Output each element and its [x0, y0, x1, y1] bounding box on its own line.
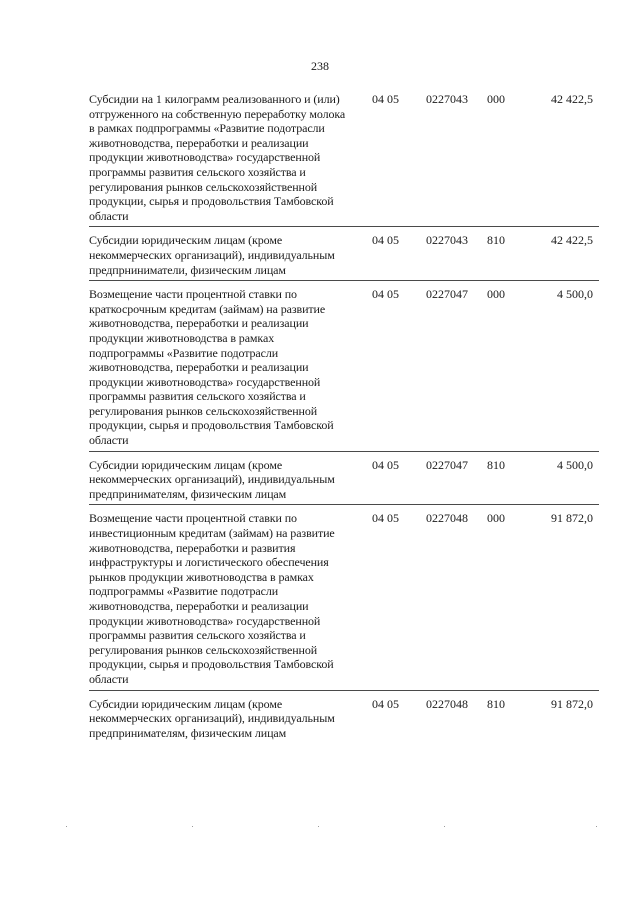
row-name: Субсидии юридическим лицам (кроме некоммерческих организаций), индивидуальным предпринимателям, физическим лицам: [89, 457, 335, 501]
row-expense-type-code: 000: [487, 92, 505, 106]
row-section-code: 04 05: [372, 696, 399, 711]
row-expense-type-code: 000: [487, 511, 505, 526]
scan-speck: [596, 826, 597, 827]
table-row: [89, 693, 599, 744]
row-section-code: 04 05: [372, 233, 399, 248]
row-sum: 4 500,0: [557, 287, 593, 302]
row-target-code: 0227043: [426, 233, 468, 248]
row-target-code: 0227047: [426, 457, 468, 472]
row-expense-type-code: 810: [487, 696, 505, 711]
row-section-code: 04 05: [372, 92, 399, 106]
row-sum: 42 422,5: [551, 92, 593, 106]
row-target-code: 0227043: [426, 92, 468, 106]
row-sum: 91 872,0: [551, 511, 593, 526]
row-target-code: 0227048: [426, 696, 468, 711]
row-sum: 42 422,5: [551, 233, 593, 248]
scan-speck: [192, 826, 193, 827]
table-row: [89, 454, 599, 506]
row-target-code: 0227047: [426, 287, 468, 302]
row-name: Субсидии юридическим лицам (кроме некоммерческих организаций), индивидуальным предпринимателям, физическим лицам: [89, 696, 335, 740]
row-expense-type-code: 000: [487, 287, 505, 302]
row-section-code: 04 05: [372, 457, 399, 472]
scan-speck: [66, 826, 67, 827]
table-row: [89, 229, 599, 281]
row-name: Субсидии на 1 килограмм реализованного и (или) отгруженного на собственную переработку молока в рамках подпрограммы «Развитие подотрасли животноводства, переработки и реализации продукции животноводства» государственной программы развития сельского хозяйства и регулирования рынков сельскохозяйственной продукции, сырья и продовольствия Тамбовской области: [89, 92, 346, 223]
page-number: 238: [311, 59, 329, 73]
row-section-code: 04 05: [372, 287, 399, 302]
row-sum: 91 872,0: [551, 696, 593, 711]
table-row: [89, 283, 599, 452]
row-name: Субсидии юридическим лицам (кроме некоммерческих организаций), индивидуальным предпрниниматели, физическим лицам: [89, 233, 335, 277]
budget-table: [89, 88, 599, 743]
row-section-code: 04 05: [372, 511, 399, 526]
row-expense-type-code: 810: [487, 233, 505, 248]
table-row: [89, 507, 599, 690]
row-target-code: 0227048: [426, 511, 468, 526]
table-row: [89, 88, 599, 227]
row-name: Возмещение части процентной ставки по инвестиционным кредитам (займам) на развитие животноводства, переработки и развития инфраструктуры и логистического обеспечения рынков продукции животноводства в рамках подпрограммы «Развитие подотрасли животноводства, переработки и реализации продукции животноводства» государственной программы развития сельского хозяйства и регулирования рынков сельскохозяйственной продукции, сырья и продовольствия Тамбовской области: [89, 511, 335, 686]
row-name: Возмещение части процентной ставки по краткосрочным кредитам (займам) на развитие животноводства, переработки и реализации продукции животноводства в рамках подпрограммы «Развитие подотрасли животноводства, переработки и реализации продукции животноводства» государственной программы развития сельского хозяйства и регулирования рынков сельскохозяйственной продукции, сырья и продовольствия Тамбовской области: [89, 287, 334, 448]
scan-speck: [318, 826, 319, 827]
scan-speck: [444, 826, 445, 827]
row-expense-type-code: 810: [487, 457, 505, 472]
row-sum: 4 500,0: [557, 457, 593, 472]
